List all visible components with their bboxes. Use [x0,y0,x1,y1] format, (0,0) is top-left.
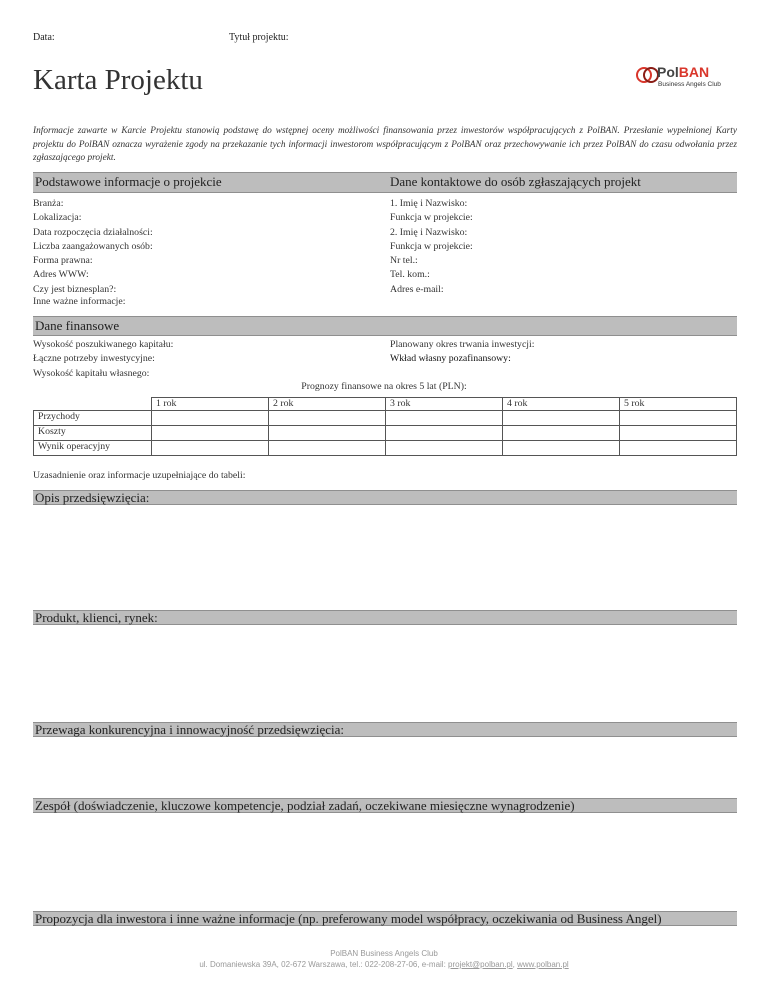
field-label: Funkcja w projekcie: [390,212,473,224]
logo-subtitle: Business Angels Club [658,81,721,88]
justification-label: Uzasadnienie oraz informacje uzupełniające do tabeli: [33,470,246,481]
column-header: 5 rok [620,398,737,411]
contact-fields-right [390,197,473,297]
table-cell[interactable] [503,426,620,441]
field-label: 2. Imię i Nazwisko: [390,226,468,238]
field-label: Wysokość kapitału własnego: [33,367,150,379]
field-label: 1. Imię i Nazwisko: [390,198,468,209]
column-header: 1 rok [152,398,269,411]
date-label: Data: [33,32,55,43]
row-header: Wynik operacyjny [34,441,152,456]
basic-info-title: Podstawowe informacje o projekcie [35,174,222,189]
finance-fields-left [33,338,173,381]
page-title: Karta Projektu [33,64,203,96]
section-proposal-header: Propozycja dla inwestora i inne ważne informacje (np. preferowany model współpracy, oczekiwania od Business Angel) [33,911,737,926]
table-cell[interactable] [620,411,737,426]
table-cell[interactable] [503,411,620,426]
finance-header: Dane finansowe [33,316,737,336]
column-header: 4 rok [503,398,620,411]
field-label: Nr tel.: [390,255,418,267]
footer-email-link[interactable]: projekt@polban.pl [448,960,513,969]
basic-info-header [33,172,737,193]
table-cell[interactable] [503,441,620,456]
project-title-label: Tytuł projektu: [229,32,289,43]
table-corner [34,398,152,411]
field-label: Liczba zaangażowanych osób: [33,240,153,252]
field-label: Data rozpoczęcia działalności: [33,226,153,238]
finance-fields-right [390,338,534,367]
section-product-header: Produkt, klienci, rynek: [33,610,737,625]
logo-ban: BAN [678,64,710,80]
forecast-table [33,397,737,456]
field-label: Planowany okres trwania inwestycji: [390,339,535,350]
row-header: Koszty [34,426,152,441]
field-label: Forma prawna: [33,255,93,267]
table-cell[interactable] [620,441,737,456]
section-advantage-header: Przewaga konkurencyjna i innowacyjność przedsięwzięcia: [33,722,737,737]
column-header: 2 rok [269,398,386,411]
field-label: Adres e-mail: [390,283,444,295]
table-cell[interactable] [269,441,386,456]
section-description-header: Opis przedsięwzięcia: [33,490,737,505]
table-cell[interactable] [269,411,386,426]
field-label: Branża: [33,198,64,209]
row-header: Przychody [34,411,152,426]
table-row [34,441,737,456]
table-cell[interactable] [386,426,503,441]
column-header: 3 rok [386,398,503,411]
footer-contact [0,960,768,969]
field-label: Adres WWW: [33,269,89,281]
field-label: Lokalizacja: [33,212,82,224]
field-label: Tel. kom.: [390,269,430,281]
forecast-title: Prognozy finansowe na okres 5 lat (PLN): [301,381,467,392]
footer-address: ul. Domaniewska 39A, 02-672 Warszawa, tel.: 022-208-27-06, e-mail: [199,960,449,969]
field-label: Funkcja w projekcie: [390,240,473,252]
logo-pol: Pol [657,64,679,80]
field-label: Czy jest biznesplan?: [33,283,117,295]
contact-info-title: Dane kontaktowe do osób zgłaszających projekt [390,174,641,189]
table-cell[interactable] [620,426,737,441]
basic-fields-left [33,197,153,297]
table-cell[interactable] [152,411,269,426]
footer-website-link[interactable]: www.polban.pl [517,960,569,969]
table-row [34,426,737,441]
table-row [34,411,737,426]
other-info-label: Inne ważne informacje: [33,296,126,307]
polban-logo [636,64,736,94]
table-cell[interactable] [152,441,269,456]
table-cell[interactable] [386,441,503,456]
footer-org: PolBAN Business Angels Club [330,949,438,958]
intro-paragraph: Informacje zawarte w Karcie Projektu stanowią podstawę do wstępnej oceny możliwości finansowania przez inwestorów współpracujących z PolBAN. Przesłanie wypełnionej Karty projektu do PolBAN oznacza wyrażenie zgody na przekazanie tych informacji inwestorom współpracującym z PolBAN oraz przechowywanie ich przez PolBAN do czasu odwołania przez zgłaszającego projekt. [33,126,737,163]
section-team-header: Zespół (doświadczenie, kluczowe kompetencje, podział zadań, oczekiwane miesięczne wynagrodzenie) [33,798,737,813]
field-label: Wysokość poszukiwanego kapitału: [33,339,174,350]
table-cell[interactable] [269,426,386,441]
field-label: Wkład własny pozafinansowy: [390,353,511,365]
table-cell[interactable] [386,411,503,426]
logo-wordmark [657,64,709,80]
table-header-row [34,398,737,411]
footer-separator: , [512,960,518,969]
field-label: Łączne potrzeby inwestycyjne: [33,353,155,365]
table-cell[interactable] [152,426,269,441]
